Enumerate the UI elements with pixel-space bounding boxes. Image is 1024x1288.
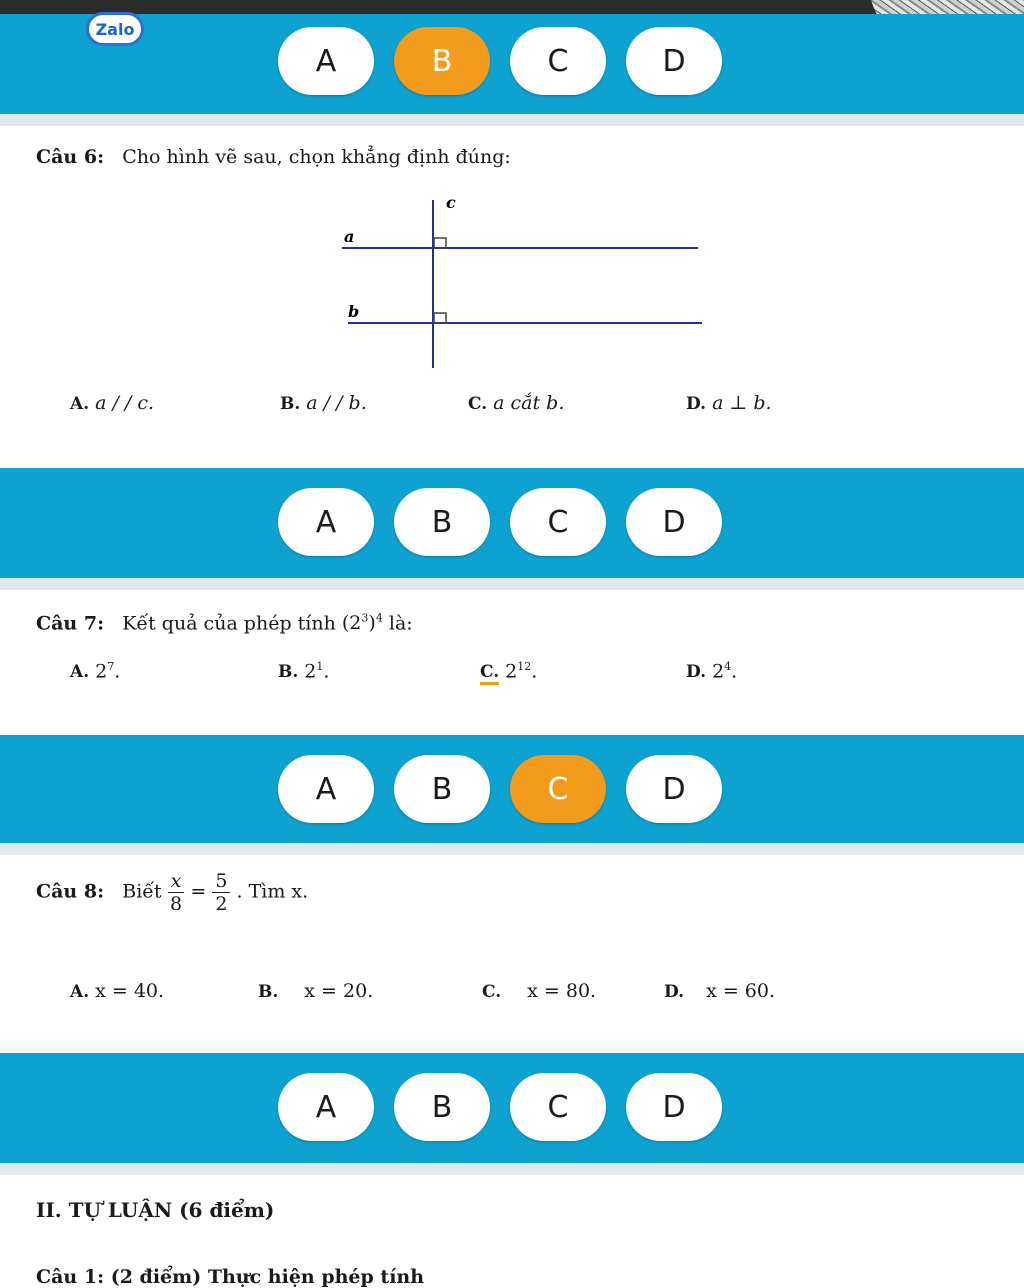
question-text: Cho hình vẽ sau, chọn khẳng định đúng: <box>122 146 511 168</box>
row3-option-a[interactable]: A <box>278 755 374 823</box>
q6-answer-b: B. a / / b. <box>280 392 367 414</box>
row2-option-b[interactable]: B <box>394 488 490 556</box>
row2-option-c[interactable]: C <box>510 488 606 556</box>
row3-option-b[interactable]: B <box>394 755 490 823</box>
question-text-end: . Tìm x. <box>236 880 309 903</box>
fraction-5-over-2: $\frac{5}{2}$ <box>212 870 230 915</box>
q7-answer-a: A. $2^7$. <box>70 660 121 683</box>
question-6 <box>36 146 511 168</box>
row1-option-a[interactable]: A <box>278 27 374 95</box>
right-angle-marker-a <box>434 238 446 248</box>
q8-answer-d: D. x = 60. <box>664 980 775 1002</box>
question-label: Câu 8: <box>36 880 105 903</box>
q8-answer-a: A. x = 40. <box>70 980 165 1002</box>
label-a: a <box>344 227 355 246</box>
q6-answer-d: D. a ⊥ b. <box>686 392 772 414</box>
zalo-badge[interactable]: Zalo <box>86 12 144 46</box>
row1-option-c[interactable]: C <box>510 27 606 95</box>
q8-answer-b: B. x = 20. <box>258 980 374 1002</box>
band-shadow <box>0 114 1024 126</box>
row1-option-b[interactable]: B <box>394 27 490 95</box>
math-expression: $(2^3)^4$ <box>341 612 383 635</box>
question-text-end: là: <box>388 612 413 635</box>
row2-option-a[interactable]: A <box>278 488 374 556</box>
row4-option-b[interactable]: B <box>394 1073 490 1141</box>
question-text: Kết quả của phép tính <box>122 612 336 635</box>
label-c: c <box>446 193 456 212</box>
question-7 <box>36 612 413 634</box>
row3-option-c[interactable]: C <box>510 755 606 823</box>
band-shadow <box>0 1163 1024 1175</box>
right-angle-marker-b <box>434 313 446 323</box>
row4-option-a[interactable]: A <box>278 1073 374 1141</box>
q7-answer-b: B. $2^1$. <box>278 660 330 683</box>
question-label: Câu 7: <box>36 612 105 635</box>
q7-answer-d: D. $2^4$. <box>686 660 738 683</box>
band-shadow <box>0 843 1024 855</box>
row2-option-d[interactable]: D <box>626 488 722 556</box>
band-shadow <box>0 578 1024 590</box>
fraction-x-over-8: $\frac{x}{8}$ <box>168 870 185 915</box>
question-8 <box>36 870 308 915</box>
row3-option-d[interactable]: D <box>626 755 722 823</box>
question-text: Biết <box>122 880 162 903</box>
row4-option-d[interactable]: D <box>626 1073 722 1141</box>
section-title: II. TỰ LUẬN (6 điểm) <box>36 1198 275 1222</box>
status-bar <box>0 0 1024 14</box>
q6-answer-c: C. a cắt b. <box>468 392 565 414</box>
equals-sign: = <box>190 880 207 903</box>
parallel-lines-figure <box>330 190 720 375</box>
label-b: b <box>348 302 360 321</box>
q7-answer-c: C. $2^{12}$. <box>480 660 537 682</box>
row4-option-c[interactable]: C <box>510 1073 606 1141</box>
row1-option-d[interactable]: D <box>626 27 722 95</box>
q8-answer-c: C. x = 80. <box>482 980 597 1002</box>
question-label: Câu 6: <box>36 146 105 168</box>
section-partial-question: Câu 1: (2 điểm) Thực hiện phép tính <box>36 1266 425 1288</box>
q6-answer-a: A. a / / c. <box>70 392 155 414</box>
